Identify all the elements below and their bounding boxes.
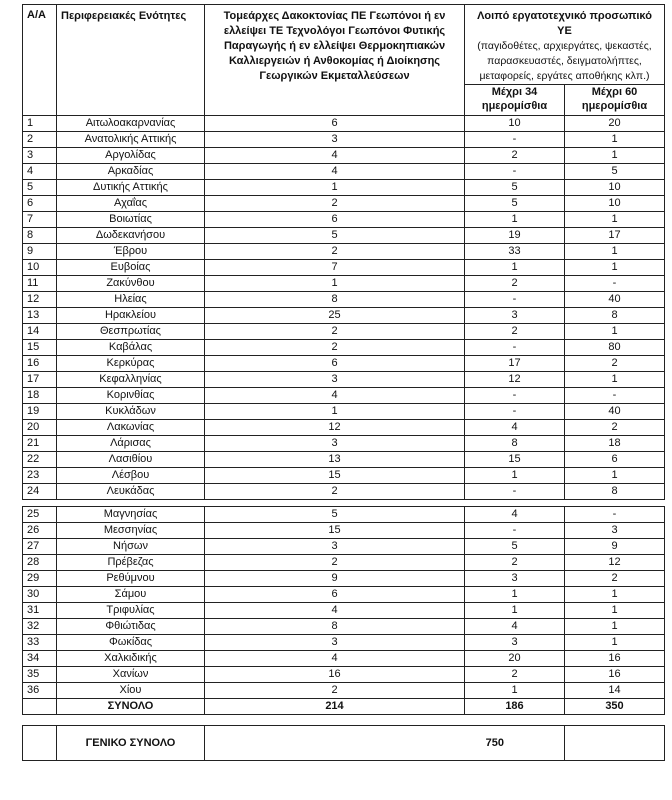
table-row <box>23 228 665 244</box>
table-body-part-2 <box>23 507 665 699</box>
row-up-to-34: - <box>465 388 565 404</box>
row-region: Θεσπρωτίας <box>57 324 205 340</box>
row-up-to-34: 1 <box>465 468 565 484</box>
row-up-to-60: 80 <box>565 340 665 356</box>
table-row <box>23 635 665 651</box>
row-agronomists: 4 <box>205 148 465 164</box>
row-region: Κερκύρας <box>57 356 205 372</box>
row-region: Αργολίδας <box>57 148 205 164</box>
row-up-to-34: 19 <box>465 228 565 244</box>
grand-total-num-cell <box>23 726 57 761</box>
row-number: 12 <box>23 292 57 308</box>
header-up-to-34-days: Μέχρι 34 ημερομίσθια <box>465 85 565 116</box>
row-region: Αχαΐας <box>57 196 205 212</box>
row-up-to-60: 1 <box>565 212 665 228</box>
table-totals <box>23 699 665 761</box>
row-agronomists: 6 <box>205 587 465 603</box>
row-agronomists: 1 <box>205 276 465 292</box>
row-region: Έβρου <box>57 244 205 260</box>
row-up-to-34: 2 <box>465 148 565 164</box>
total-up-to-60: 350 <box>565 699 665 715</box>
row-up-to-34: 3 <box>465 571 565 587</box>
table-row <box>23 571 665 587</box>
row-agronomists: 6 <box>205 116 465 132</box>
row-number: 24 <box>23 484 57 500</box>
section-gap-row <box>23 500 665 507</box>
table-row <box>23 180 665 196</box>
row-agronomists: 2 <box>205 683 465 699</box>
row-up-to-60: 1 <box>565 260 665 276</box>
row-region: Φθιώτιδας <box>57 619 205 635</box>
row-region: Δυτικής Αττικής <box>57 180 205 196</box>
total-label: ΣΥΝΟΛΟ <box>57 699 205 715</box>
row-up-to-34: 1 <box>465 603 565 619</box>
row-number: 31 <box>23 603 57 619</box>
row-up-to-60: 8 <box>565 484 665 500</box>
row-number: 33 <box>23 635 57 651</box>
row-agronomists: 5 <box>205 507 465 523</box>
row-region: Μαγνησίας <box>57 507 205 523</box>
spacer-row <box>23 715 665 726</box>
row-up-to-60: 40 <box>565 292 665 308</box>
row-up-to-34: 8 <box>465 436 565 452</box>
row-region: Λέσβου <box>57 468 205 484</box>
row-up-to-34: 33 <box>465 244 565 260</box>
table-row <box>23 196 665 212</box>
table-row <box>23 667 665 683</box>
grand-total-value: 750 <box>205 726 565 761</box>
row-number: 14 <box>23 324 57 340</box>
row-number: 13 <box>23 308 57 324</box>
row-region: Κυκλάδων <box>57 404 205 420</box>
row-agronomists: 3 <box>205 635 465 651</box>
row-region: Ηλείας <box>57 292 205 308</box>
row-up-to-34: - <box>465 523 565 539</box>
row-agronomists: 3 <box>205 539 465 555</box>
row-up-to-60: 9 <box>565 539 665 555</box>
row-number: 29 <box>23 571 57 587</box>
table-row <box>23 420 665 436</box>
row-number: 23 <box>23 468 57 484</box>
row-up-to-34: 3 <box>465 308 565 324</box>
row-number: 19 <box>23 404 57 420</box>
table-row <box>23 468 665 484</box>
table-row <box>23 484 665 500</box>
row-up-to-60: 8 <box>565 308 665 324</box>
row-up-to-60: 5 <box>565 164 665 180</box>
row-agronomists: 2 <box>205 244 465 260</box>
row-number: 28 <box>23 555 57 571</box>
row-up-to-34: - <box>465 164 565 180</box>
row-number: 1 <box>23 116 57 132</box>
row-region: Ανατολικής Αττικής <box>57 132 205 148</box>
row-up-to-60: 1 <box>565 324 665 340</box>
table-row <box>23 148 665 164</box>
row-region: Λάρισας <box>57 436 205 452</box>
row-region: Πρέβεζας <box>57 555 205 571</box>
row-agronomists: 7 <box>205 260 465 276</box>
total-agronomists: 214 <box>205 699 465 715</box>
row-up-to-60: 18 <box>565 436 665 452</box>
row-agronomists: 16 <box>205 667 465 683</box>
table-row <box>23 244 665 260</box>
row-number: 5 <box>23 180 57 196</box>
row-number: 10 <box>23 260 57 276</box>
row-up-to-34: 17 <box>465 356 565 372</box>
row-up-to-60: 40 <box>565 404 665 420</box>
row-agronomists: 3 <box>205 436 465 452</box>
row-number: 22 <box>23 452 57 468</box>
row-up-to-60: 16 <box>565 667 665 683</box>
row-number: 15 <box>23 340 57 356</box>
table-row <box>23 340 665 356</box>
row-up-to-34: 12 <box>465 372 565 388</box>
row-number: 20 <box>23 420 57 436</box>
table-body-part-1 <box>23 116 665 500</box>
row-up-to-34: 1 <box>465 212 565 228</box>
row-agronomists: 15 <box>205 468 465 484</box>
row-up-to-60: 1 <box>565 244 665 260</box>
row-region: Χανίων <box>57 667 205 683</box>
staffing-table <box>22 4 665 761</box>
row-number: 8 <box>23 228 57 244</box>
row-up-to-34: 20 <box>465 651 565 667</box>
table-row <box>23 683 665 699</box>
row-number: 27 <box>23 539 57 555</box>
row-up-to-34: 5 <box>465 180 565 196</box>
row-up-to-60: 14 <box>565 683 665 699</box>
table-row <box>23 404 665 420</box>
row-agronomists: 1 <box>205 180 465 196</box>
row-region: Λακωνίας <box>57 420 205 436</box>
row-up-to-60: 16 <box>565 651 665 667</box>
row-number: 9 <box>23 244 57 260</box>
row-up-to-60: 1 <box>565 372 665 388</box>
table-header <box>23 5 665 116</box>
row-up-to-60: 1 <box>565 132 665 148</box>
row-number: 26 <box>23 523 57 539</box>
table-row <box>23 132 665 148</box>
row-number: 11 <box>23 276 57 292</box>
row-region: Χίου <box>57 683 205 699</box>
row-region: Κεφαλληνίας <box>57 372 205 388</box>
row-number: 35 <box>23 667 57 683</box>
table-row <box>23 436 665 452</box>
row-up-to-60: 1 <box>565 603 665 619</box>
table-row <box>23 619 665 635</box>
row-agronomists: 6 <box>205 356 465 372</box>
row-region: Λευκάδας <box>57 484 205 500</box>
total-row <box>23 699 665 715</box>
row-agronomists: 8 <box>205 292 465 308</box>
row-number: 7 <box>23 212 57 228</box>
row-agronomists: 5 <box>205 228 465 244</box>
table-row <box>23 212 665 228</box>
row-up-to-60: 1 <box>565 619 665 635</box>
row-up-to-34: 4 <box>465 619 565 635</box>
table-row <box>23 260 665 276</box>
row-agronomists: 25 <box>205 308 465 324</box>
row-up-to-34: 5 <box>465 539 565 555</box>
table-row <box>23 452 665 468</box>
table-row <box>23 539 665 555</box>
row-agronomists: 1 <box>205 404 465 420</box>
header-up-to-60-days: Μέχρι 60 ημερομίσθια <box>565 85 665 116</box>
row-region: Φωκίδας <box>57 635 205 651</box>
row-up-to-60: - <box>565 276 665 292</box>
row-up-to-60: 10 <box>565 180 665 196</box>
table-gap <box>23 500 665 507</box>
row-region: Καβάλας <box>57 340 205 356</box>
table-row <box>23 507 665 523</box>
grand-total-empty-cell <box>565 726 665 761</box>
row-region: Νήσων <box>57 539 205 555</box>
row-region: Κορινθίας <box>57 388 205 404</box>
row-up-to-34: 4 <box>465 507 565 523</box>
row-region: Ρεθύμνου <box>57 571 205 587</box>
row-up-to-34: - <box>465 340 565 356</box>
row-up-to-34: - <box>465 484 565 500</box>
row-agronomists: 4 <box>205 603 465 619</box>
row-up-to-34: 15 <box>465 452 565 468</box>
row-up-to-60: 2 <box>565 356 665 372</box>
row-up-to-34: 4 <box>465 420 565 436</box>
table-row <box>23 308 665 324</box>
row-up-to-60: 12 <box>565 555 665 571</box>
grand-total-row <box>23 726 665 761</box>
total-up-to-34: 186 <box>465 699 565 715</box>
row-up-to-34: 2 <box>465 667 565 683</box>
row-up-to-60: - <box>565 507 665 523</box>
row-up-to-34: 1 <box>465 683 565 699</box>
header-agronomists: Τομεάρχες Δακοκτονίας ΠΕ Γεωπόνοι ή εν ελλείψει ΤΕ Τεχνολόγοι Γεωπόνοι Φυτικής Παραγωγής ή εν ελλείψει Θερμοκηπιακών Καλλιεργειών ή Ανθοκομίας ή Διοίκησης Γεωργικών Εκμεταλλεύσεων <box>205 5 465 116</box>
row-number: 4 <box>23 164 57 180</box>
row-region: Αιτωλοακαρνανίας <box>57 116 205 132</box>
row-number: 17 <box>23 372 57 388</box>
row-up-to-60: 3 <box>565 523 665 539</box>
row-up-to-60: 1 <box>565 468 665 484</box>
row-number: 25 <box>23 507 57 523</box>
row-region: Βοιωτίας <box>57 212 205 228</box>
header-number: Α/Α <box>23 5 57 116</box>
row-number: 36 <box>23 683 57 699</box>
row-agronomists: 4 <box>205 651 465 667</box>
row-region: Χαλκιδικής <box>57 651 205 667</box>
row-agronomists: 3 <box>205 372 465 388</box>
row-agronomists: 15 <box>205 523 465 539</box>
row-number: 16 <box>23 356 57 372</box>
row-agronomists: 6 <box>205 212 465 228</box>
row-agronomists: 2 <box>205 555 465 571</box>
staffing-table-sheet <box>22 4 664 761</box>
gap-cell <box>23 500 665 507</box>
row-region: Δωδεκανήσου <box>57 228 205 244</box>
row-up-to-60: 1 <box>565 148 665 164</box>
row-up-to-34: 2 <box>465 555 565 571</box>
table-row <box>23 603 665 619</box>
row-agronomists: 2 <box>205 324 465 340</box>
row-agronomists: 2 <box>205 196 465 212</box>
row-up-to-60: 2 <box>565 571 665 587</box>
grand-total-label: ΓΕΝΙΚΟ ΣΥΝΟΛΟ <box>57 726 205 761</box>
table-row <box>23 292 665 308</box>
row-number: 3 <box>23 148 57 164</box>
row-up-to-34: - <box>465 404 565 420</box>
row-up-to-34: 2 <box>465 276 565 292</box>
row-number: 21 <box>23 436 57 452</box>
table-row <box>23 276 665 292</box>
row-region: Ευβοίας <box>57 260 205 276</box>
header-other-staff <box>465 5 665 85</box>
row-agronomists: 3 <box>205 132 465 148</box>
row-up-to-34: 1 <box>465 587 565 603</box>
row-up-to-60: 20 <box>565 116 665 132</box>
row-up-to-60: - <box>565 388 665 404</box>
row-region: Ηρακλείου <box>57 308 205 324</box>
row-number: 6 <box>23 196 57 212</box>
table-row <box>23 116 665 132</box>
header-other-staff-roles: (παγιδοθέτες, αρχιεργάτες, ψεκαστές, παρασκευαστές, δειγματολήπτες, μεταφορείς, εργάτες αποθήκης κλπ.) <box>477 40 652 82</box>
row-number: 32 <box>23 619 57 635</box>
table-row <box>23 372 665 388</box>
row-region: Ζακύνθου <box>57 276 205 292</box>
table-row <box>23 164 665 180</box>
row-region: Μεσσηνίας <box>57 523 205 539</box>
row-up-to-34: 1 <box>465 260 565 276</box>
row-agronomists: 9 <box>205 571 465 587</box>
header-other-staff-title: Λοιπό εργατοτεχνικό προσωπικό ΥΕ <box>477 10 652 37</box>
total-num-cell <box>23 699 57 715</box>
row-up-to-34: - <box>465 292 565 308</box>
row-region: Λασιθίου <box>57 452 205 468</box>
row-up-to-60: 6 <box>565 452 665 468</box>
row-up-to-60: 2 <box>565 420 665 436</box>
row-up-to-34: - <box>465 132 565 148</box>
row-agronomists: 13 <box>205 452 465 468</box>
row-agronomists: 4 <box>205 164 465 180</box>
table-row <box>23 555 665 571</box>
row-region: Σάμου <box>57 587 205 603</box>
table-row <box>23 356 665 372</box>
row-number: 2 <box>23 132 57 148</box>
row-up-to-60: 17 <box>565 228 665 244</box>
row-up-to-34: 10 <box>465 116 565 132</box>
row-number: 18 <box>23 388 57 404</box>
row-agronomists: 12 <box>205 420 465 436</box>
spacer-cell <box>23 715 665 726</box>
row-up-to-60: 1 <box>565 587 665 603</box>
table-row <box>23 523 665 539</box>
table-row <box>23 388 665 404</box>
row-up-to-60: 10 <box>565 196 665 212</box>
row-up-to-60: 1 <box>565 635 665 651</box>
row-number: 30 <box>23 587 57 603</box>
row-up-to-34: 2 <box>465 324 565 340</box>
row-up-to-34: 5 <box>465 196 565 212</box>
row-agronomists: 8 <box>205 619 465 635</box>
table-row <box>23 324 665 340</box>
row-agronomists: 2 <box>205 484 465 500</box>
table-row <box>23 651 665 667</box>
row-number: 34 <box>23 651 57 667</box>
header-region: Περιφερειακές Ενότητες <box>57 5 205 116</box>
row-agronomists: 2 <box>205 340 465 356</box>
table-row <box>23 587 665 603</box>
row-up-to-34: 3 <box>465 635 565 651</box>
row-region: Αρκαδίας <box>57 164 205 180</box>
row-agronomists: 4 <box>205 388 465 404</box>
row-region: Τριφυλίας <box>57 603 205 619</box>
